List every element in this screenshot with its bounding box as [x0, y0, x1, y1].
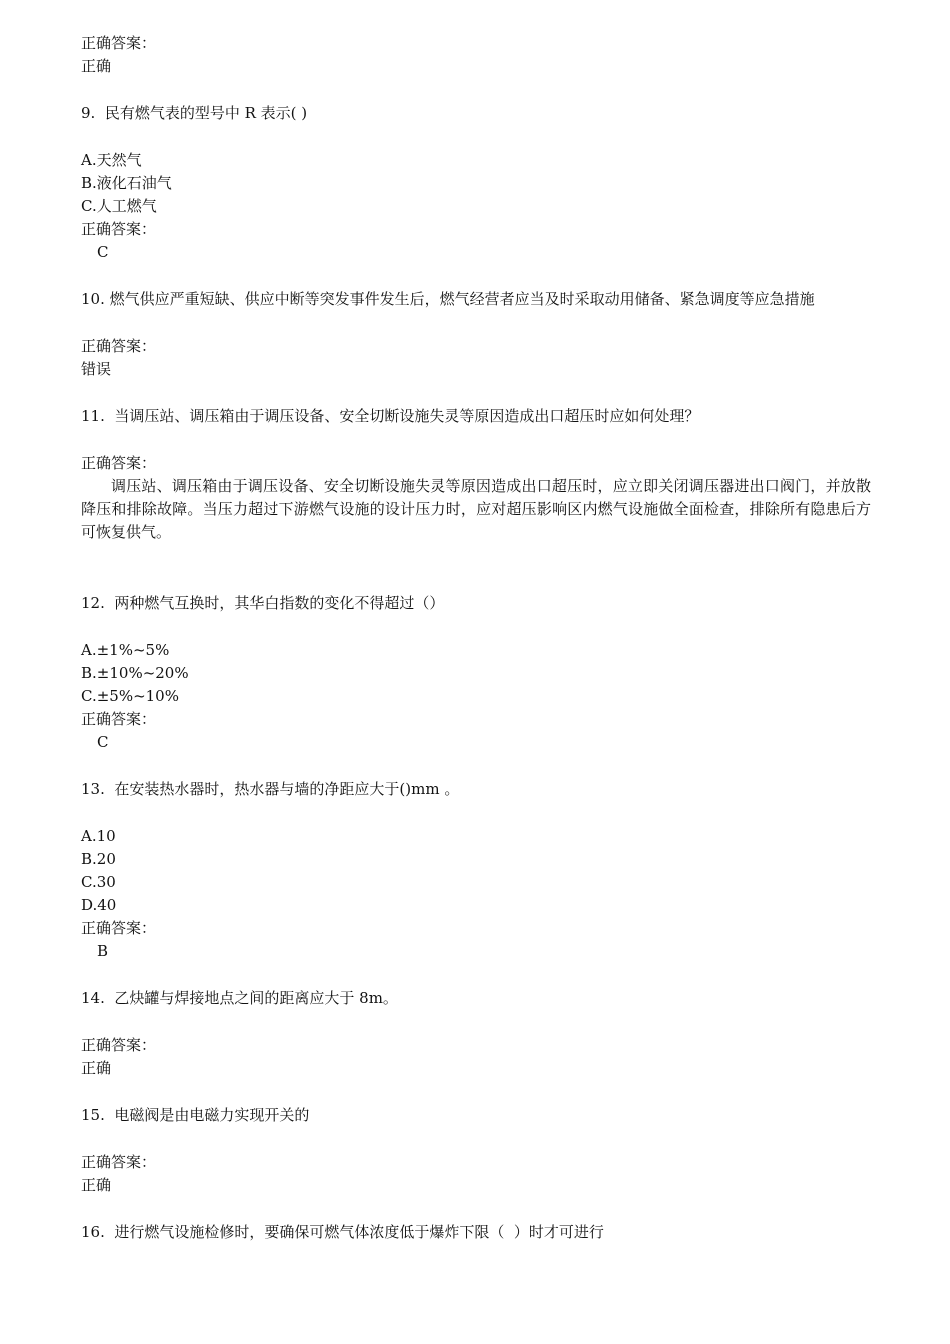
spacer	[81, 615, 871, 639]
spacer	[81, 1080, 871, 1104]
option-d: D.40	[81, 896, 117, 914]
question-12	[81, 592, 871, 754]
question-title: 11. 当调压站、调压箱由于调压设备、安全切断设施失灵等原因造成出口超压时应如何处理？	[81, 407, 700, 425]
question-title: 14. 乙炔罐与焊接地点之间的距离应大于 8m。	[81, 989, 398, 1007]
question-title: 16. 进行燃气设施检修时，要确保可燃气体浓度低于爆炸下限（ ）时才可进行	[81, 1223, 604, 1241]
spacer	[81, 1010, 871, 1034]
answer-value: C	[97, 243, 109, 261]
question-14	[81, 987, 871, 1080]
answer-label: 正确答案：	[81, 34, 157, 52]
spacer	[81, 264, 871, 288]
question-title: 13. 在安装热水器时，热水器与墙的净距应大于()mm 。	[81, 780, 460, 798]
answer-value: 正确	[81, 57, 112, 75]
answer-label: 正确答案：	[81, 337, 157, 355]
answer-label: 正确答案：	[81, 454, 157, 472]
question-title: 10. 燃气供应严重短缺、供应中断等突发事件发生后，燃气经营者应当及时采取动用储备、紧急调度等应急措施	[81, 290, 815, 308]
answer-value: 错误	[81, 360, 112, 378]
option-a: A.天然气	[81, 151, 142, 169]
question-13	[81, 778, 871, 963]
option-b: B.20	[81, 850, 116, 868]
spacer	[81, 381, 871, 405]
spacer	[81, 428, 871, 452]
option-c: C.人工燃气	[81, 197, 157, 215]
question-9	[81, 102, 871, 264]
answer-value: 正确	[81, 1059, 112, 1077]
question-10	[81, 288, 871, 381]
answer-value: C	[97, 733, 109, 751]
option-b: B.液化石油气	[81, 174, 172, 192]
question-11	[81, 405, 871, 544]
question-title: 9. 民有燃气表的型号中 R 表示( )	[81, 104, 308, 122]
question-title: 12. 两种燃气互换时，其华白指数的变化不得超过（）	[81, 594, 445, 612]
spacer	[81, 568, 871, 592]
document-page	[81, 32, 871, 1244]
answer-label: 正确答案：	[81, 919, 157, 937]
option-c: C.30	[81, 873, 116, 891]
answer-value: 调压站、调压箱由于调压设备、安全切断设施失灵等原因造成出口超压时，应立即关闭调压器进出口阀门，并放散降压和排除故障。当压力超过下游燃气设施的设计压力时，应对超压影响区内燃气设施做全面检查，排除所有隐患后方可恢复供气。	[81, 477, 871, 541]
question-15	[81, 1104, 871, 1197]
question-title: 15. 电磁阀是由电磁力实现开关的	[81, 1106, 310, 1124]
spacer	[81, 544, 871, 568]
answer-block-prev	[81, 32, 871, 78]
answer-value: B	[97, 942, 109, 960]
answer-label: 正确答案：	[81, 710, 157, 728]
spacer	[81, 754, 871, 778]
spacer	[81, 125, 871, 149]
option-a: A.10	[81, 827, 116, 845]
option-a: A.±1%~5%	[81, 641, 170, 659]
answer-label: 正确答案：	[81, 220, 157, 238]
spacer	[81, 801, 871, 825]
spacer	[81, 1197, 871, 1221]
spacer	[81, 963, 871, 987]
spacer	[81, 1127, 871, 1151]
question-16	[81, 1221, 871, 1244]
option-c: C.±5%~10%	[81, 687, 179, 705]
answer-label: 正确答案：	[81, 1153, 157, 1171]
spacer	[81, 78, 871, 102]
spacer	[81, 311, 871, 335]
option-b: B.±10%~20%	[81, 664, 189, 682]
answer-value: 正确	[81, 1176, 112, 1194]
answer-label: 正确答案：	[81, 1036, 157, 1054]
